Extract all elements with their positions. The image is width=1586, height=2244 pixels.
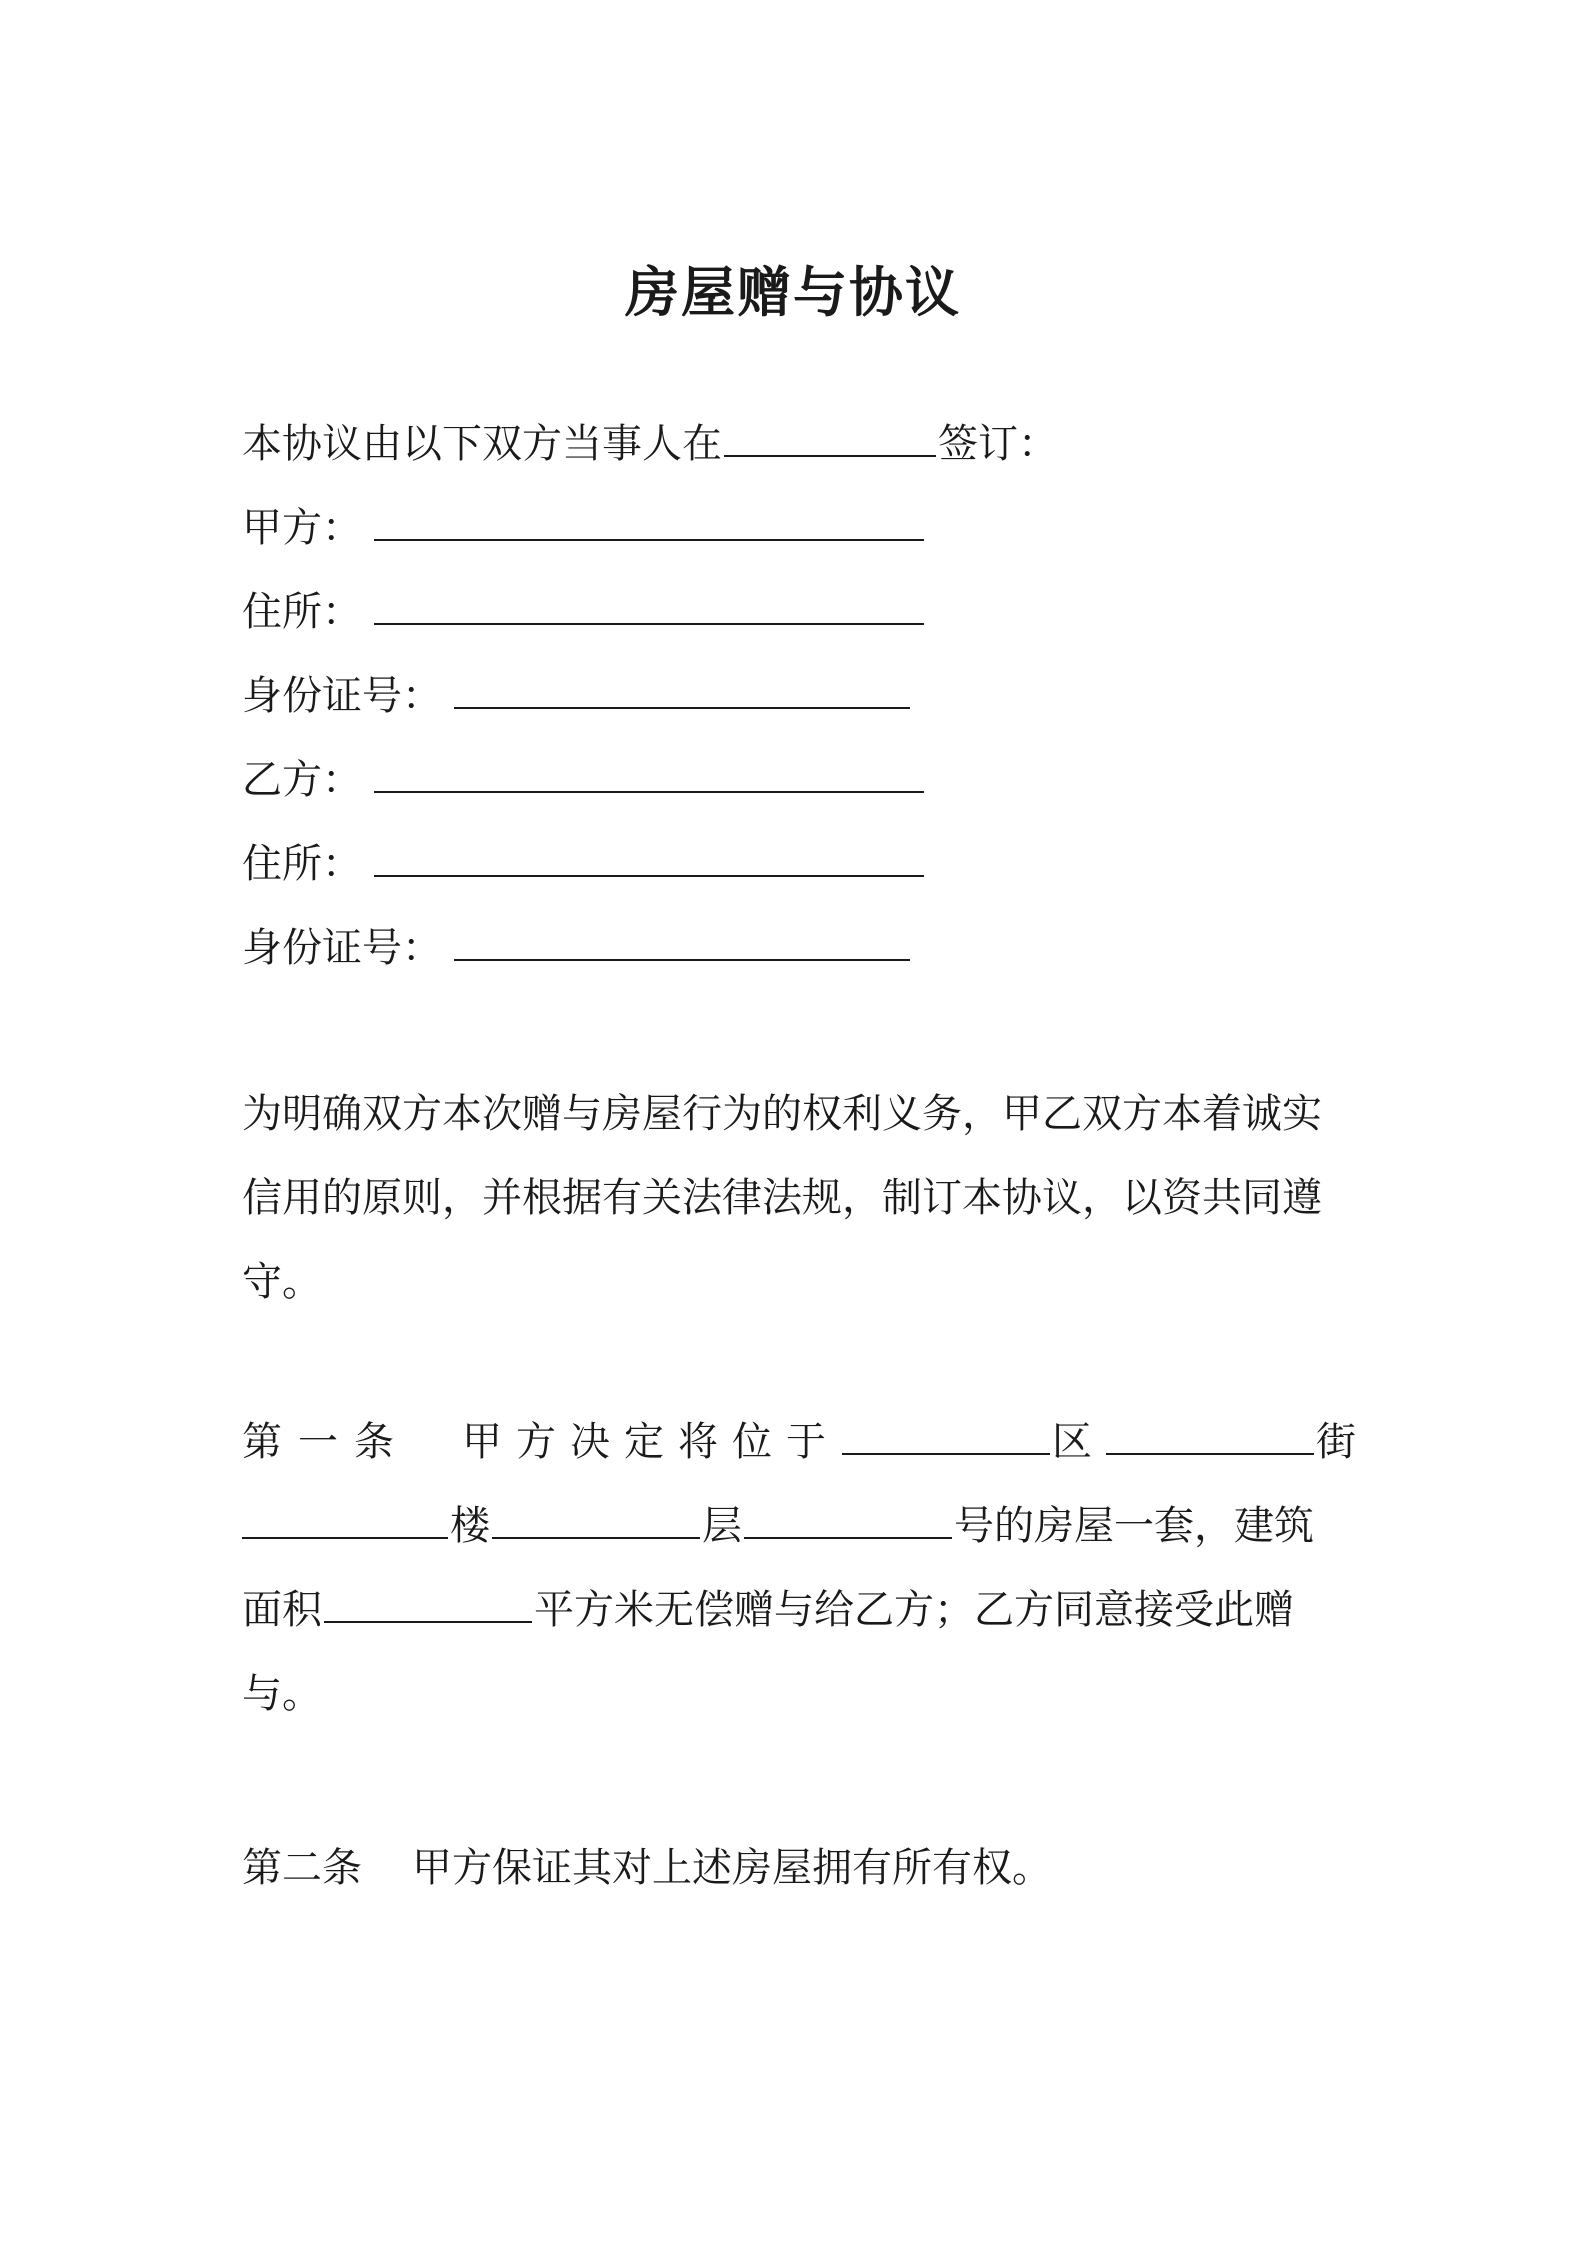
party-b-id-line — [242, 920, 912, 976]
article-2-text: 甲方保证其对上述房屋拥有所有权。 — [412, 1845, 1052, 1891]
party-b-name-label: 乙方： — [242, 757, 362, 803]
document-title: 房屋赠与协议 — [625, 261, 961, 324]
intro-suffix: 签订： — [938, 421, 1058, 467]
party-a-id-line — [242, 668, 912, 724]
party-a-address-line — [242, 584, 926, 640]
article-2-label: 第二条 — [242, 1845, 362, 1891]
street-blank[interactable] — [1106, 1417, 1314, 1455]
floor-label: 层 — [702, 1503, 742, 1549]
article-1-line-1 — [242, 1400, 1356, 1484]
article-1-label: 第一条 — [242, 1419, 410, 1465]
intro-prefix: 本协议由以下双方当事人在 — [242, 421, 722, 467]
article-1-ending: 与。 — [242, 1671, 322, 1717]
party-b-address-blank[interactable] — [374, 839, 924, 877]
party-b-id-blank[interactable] — [454, 923, 910, 961]
party-b-address-line — [242, 836, 926, 892]
building-blank[interactable] — [242, 1501, 448, 1539]
party-a-id-blank[interactable] — [454, 671, 910, 709]
district-label: 区 — [1052, 1419, 1092, 1465]
area-prefix: 面积 — [242, 1587, 322, 1633]
party-a-name-label: 甲方： — [242, 505, 362, 551]
article-1-line-4 — [242, 1652, 1352, 1736]
number-blank[interactable] — [744, 1501, 952, 1539]
intro-line — [242, 416, 1058, 472]
article-1 — [242, 1400, 1356, 1736]
party-b-address-label: 住所： — [242, 841, 362, 887]
party-a-id-label: 身份证号： — [242, 673, 442, 719]
signing-place-blank[interactable] — [724, 419, 936, 457]
preamble-paragraph: 为明确双方本次赠与房屋行为的权利义务，甲乙双方本着诚实信用的原则，并根据有关法律法规，制订本协议，以资共同遵守。 — [242, 1091, 1322, 1305]
area-text: 平方米无偿赠与给乙方；乙方同意接受此赠 — [534, 1587, 1294, 1633]
building-label: 楼 — [450, 1503, 490, 1549]
party-a-name-blank[interactable] — [374, 503, 924, 541]
article-1-line-2 — [242, 1484, 1352, 1568]
party-b-name-line — [242, 752, 926, 808]
party-a-address-label: 住所： — [242, 589, 362, 635]
party-b-name-blank[interactable] — [374, 755, 924, 793]
article-1-line-3 — [242, 1568, 1352, 1652]
number-text: 号的房屋一套，建筑 — [954, 1503, 1314, 1549]
floor-blank[interactable] — [492, 1501, 700, 1539]
article-1-text-a: 甲方决定将位于 — [462, 1419, 840, 1465]
area-blank[interactable] — [324, 1585, 532, 1623]
party-b-id-label: 身份证号： — [242, 925, 442, 971]
street-label: 街 — [1316, 1419, 1356, 1465]
party-a-name-line — [242, 500, 926, 556]
party-a-address-blank[interactable] — [374, 587, 924, 625]
district-blank[interactable] — [842, 1417, 1050, 1455]
article-2 — [242, 1826, 1352, 1910]
